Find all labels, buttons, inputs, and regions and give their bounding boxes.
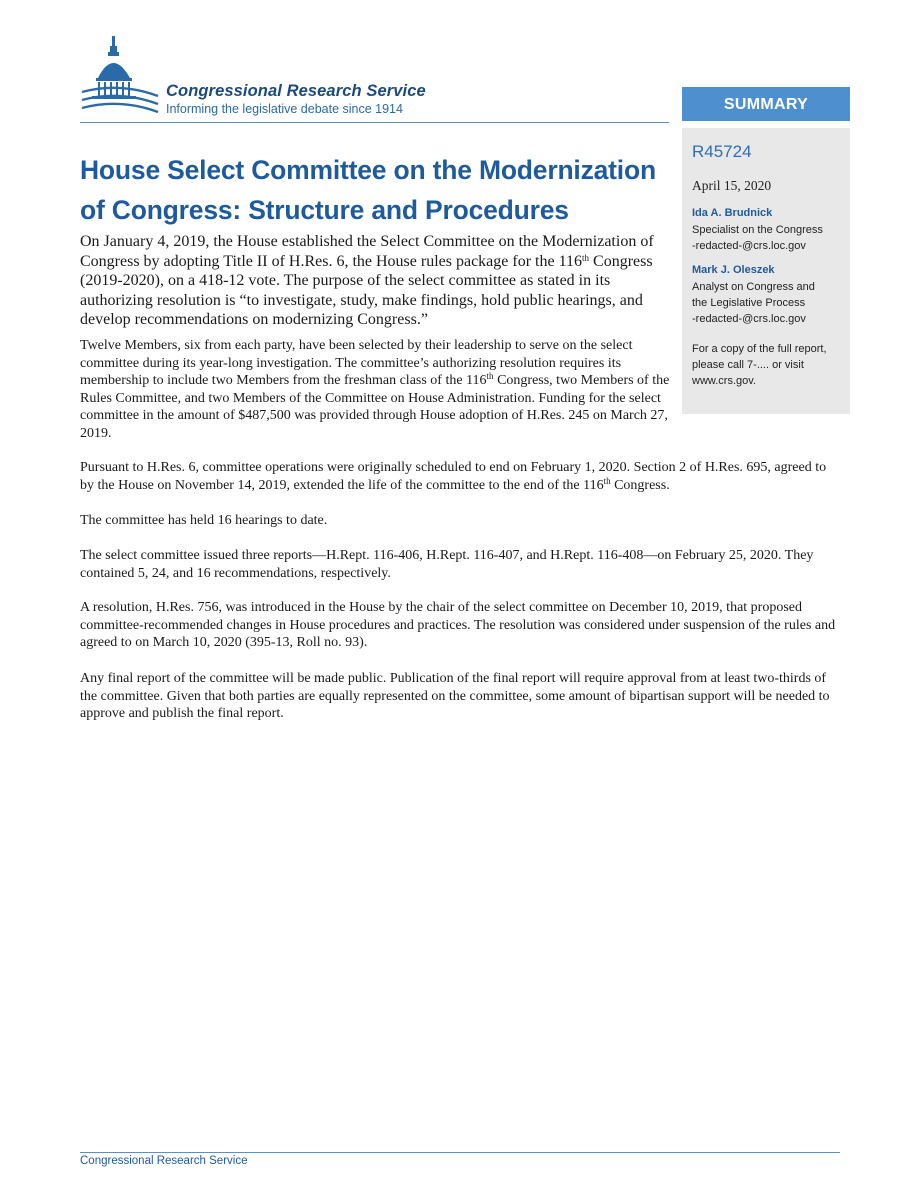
author-title: Analyst on Congress and xyxy=(692,281,815,293)
paragraph-text: Twelve Members, six from each party, have been selected by their leadership to serve on the select committee during its year-long investigation. The committee’s authorizing resolution requires its membership to include two Members from the freshman class of the 116 xyxy=(80,338,633,388)
final-report-paragraph: Any final report of the committee will be made public. Publication of the final report will require approval from at least two-thirds of the committee. Given that both parties are equally represented on the committee, some amount of bipartisan support will be needed to approve and publish the final report. xyxy=(80,671,830,721)
operations-paragraph xyxy=(80,459,842,494)
copy-note-line: please call 7-.... or visit xyxy=(692,359,804,371)
title-line: of Congress: Structure and Procedures xyxy=(80,195,569,225)
summary-tab: SUMMARY xyxy=(682,87,850,121)
membership-paragraph xyxy=(80,337,670,442)
resolution-paragraph: A resolution, H.Res. 756, was introduced in the House by the chair of the select committee on December 10, 2019, that proposed committee-recommended changes in House procedures and practices. The resolution was considered under suspension of the rules and agreed to on March 10, 2020 (395-13, Roll no. 93). xyxy=(80,600,836,650)
org-name: Congressional Research Service xyxy=(166,82,426,100)
ordinal-suffix: th xyxy=(603,475,611,486)
author-email[interactable]: -redacted-@crs.loc.gov xyxy=(692,313,806,325)
author-title: Specialist on the Congress xyxy=(692,224,823,236)
paragraph-text: Congress, two Members of the Rules Committee, and two Members of the Committee on House Administration. Funding for the select committee in the amount of $487,500 was provided through House adoption of H.Res. 245 on March 27, 2019. xyxy=(80,373,670,441)
footer-divider xyxy=(80,1152,840,1153)
hearings-paragraph: The committee has held 16 hearings to date. xyxy=(80,513,328,528)
report-number: R45724 xyxy=(692,142,752,161)
header-divider xyxy=(80,122,669,123)
author-email[interactable]: -redacted-@crs.loc.gov xyxy=(692,240,806,252)
summary-sidebar xyxy=(682,128,850,414)
copy-note xyxy=(692,341,842,389)
ordinal-suffix: th xyxy=(582,252,590,263)
title-line: House Select Committee on the Modernization xyxy=(80,155,656,185)
author-1 xyxy=(692,207,842,254)
lead-paragraph xyxy=(80,232,670,330)
author-name[interactable]: Ida A. Brudnick xyxy=(692,207,773,219)
capitol-dome-icon xyxy=(80,34,160,124)
org-tagline: Informing the legislative debate since 1914 xyxy=(166,102,403,116)
author-2 xyxy=(692,264,842,327)
crs-website-link[interactable]: www.crs.gov. xyxy=(692,375,756,387)
paragraph-text: Congress. xyxy=(610,477,670,493)
ordinal-suffix: th xyxy=(486,371,494,381)
paragraph-text: Pursuant to H.Res. 6, committee operations were originally scheduled to end on February 1, 2020. Section 2 of H.Res. 695, agreed to by the House on November 14, 2019, extended the life of the committee to the end of the 116 xyxy=(80,460,827,493)
author-name[interactable]: Mark J. Oleszek xyxy=(692,264,775,276)
author-title: the Legislative Process xyxy=(692,297,806,309)
lead-text: On January 4, 2019, the House established the Select Committee on the Modernization of Congress by adopting Title II of H.Res. 6, the House rules package for the 116 xyxy=(80,233,654,270)
copy-note-line: For a copy of the full report, xyxy=(692,343,827,355)
reports-paragraph: The select committee issued three reports—H.Rept. 116-406, H.Rept. 116-407, and H.Rept. 116-408—on February 25, 2020. They contained 5, 24, and 16 recommendations, respectively. xyxy=(80,548,814,581)
lead-text: Congress (2019-2020), on a 418-12 vote. The purpose of the select committee as stated in its authorizing resolution is “to investigate, study, make findings, hold public hearings, and develop recommendations on modernizing Congress.” xyxy=(80,252,653,328)
footer-text: Congressional Research Service xyxy=(80,1155,248,1167)
crs-logo xyxy=(80,34,480,124)
report-title xyxy=(80,150,680,230)
report-date: April 15, 2020 xyxy=(692,178,772,193)
